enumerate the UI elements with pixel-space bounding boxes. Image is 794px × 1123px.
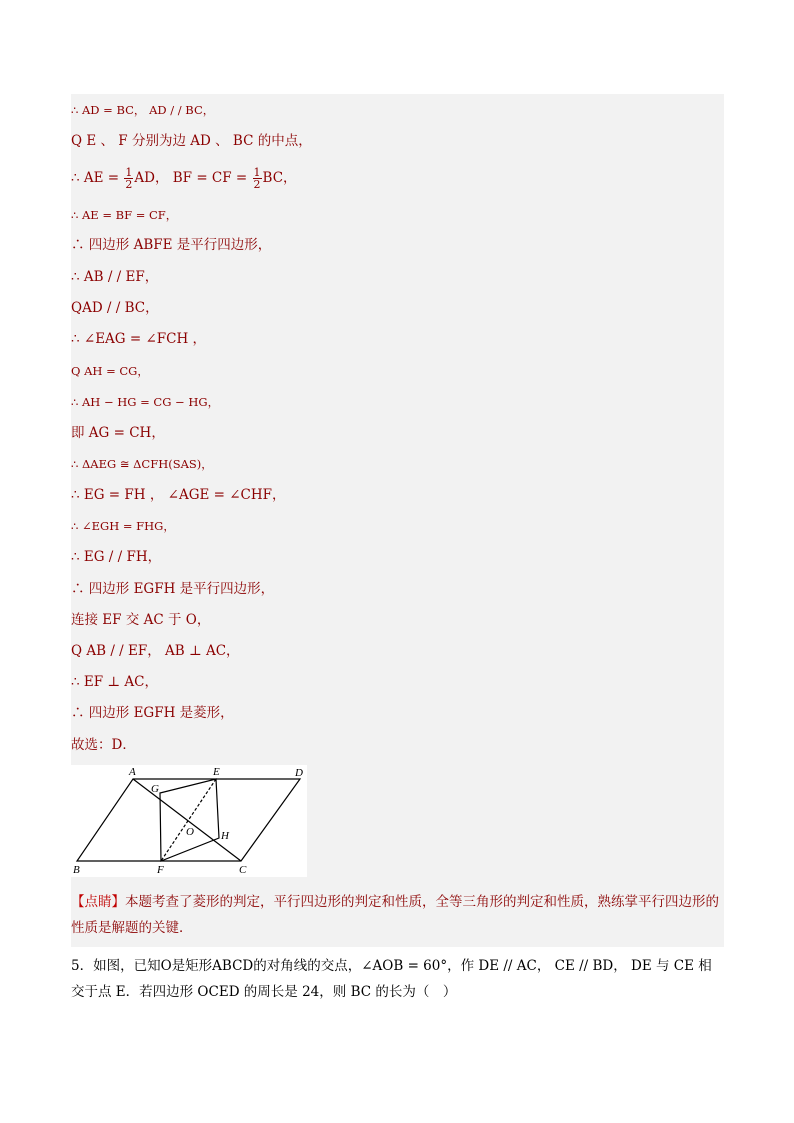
solution-line: ∴ 四边形 EGFH 是菱形， (71, 705, 234, 721)
solution-line: ∴ AD = BC， AD / / BC， (71, 103, 215, 117)
solution-line: ∴ 四边形 EGFH 是平行四边形， (71, 581, 275, 597)
parallelogram-figure (71, 765, 307, 877)
solution-line: ∴ EG = FH ， ∠AGE = ∠CHF， (71, 487, 286, 503)
solution-line: ∴ AH − HG = CG − HG， (71, 395, 220, 409)
label-H: H (221, 830, 229, 842)
note-tag: 【点睛】 (71, 894, 125, 910)
fraction-half: $\frac{1}{2}$ (125, 166, 133, 191)
solution-line-fraction (71, 163, 297, 193)
solution-line: ∴ AE = BF = CF， (71, 208, 178, 222)
solution-text: ∴ AE = (71, 170, 124, 186)
label-B: B (73, 864, 80, 876)
label-O: O (186, 826, 194, 838)
solution-line: 即 AG = CH， (71, 425, 165, 441)
note-text: 本题考查了菱形的判定，平行四边形的判定和性质，全等三角形的判定和性质，熟练掌平行四边形的性质是解题的关键． (71, 894, 719, 936)
solution-line: ∴ EF ⊥ AC， (71, 674, 158, 690)
question-5: 5．如图，已知O是矩形ABCD的对角线的交点，∠AOB = 60°，作 DE // AC， CE // BD， DE 与 CE 相交于点 E．若四边形 OCED 的周长是 24，则 BC 的长为（ ） (71, 958, 712, 1000)
label-D: D (295, 767, 303, 779)
label-A: A (129, 766, 136, 778)
solution-line: ∴ AB / / EF， (71, 269, 159, 285)
fraction-half: $\frac{1}{2}$ (253, 166, 261, 191)
answer-line: 故选：D． (71, 737, 136, 753)
label-G: G (151, 783, 159, 795)
solution-line: Q AH = CG， (71, 364, 149, 378)
solution-line: ∴ ΔAEG ≅ ΔCFH(SAS)， (71, 457, 213, 471)
solution-line: 连接 EF 交 AC 于 O， (71, 612, 211, 628)
label-F: F (157, 864, 164, 876)
solution-line: Q E 、 F 分别为边 AD 、 BC 的中点， (71, 133, 312, 149)
solution-line: QAD / / BC， (71, 300, 159, 316)
solution-line: Q AB / / EF， AB ⊥ AC， (71, 643, 240, 659)
solution-note (71, 889, 721, 941)
solution-line: ∴ ∠EGH = FHG， (71, 519, 175, 533)
solution-line: ∴ 四边形 ABFE 是平行四边形， (71, 237, 272, 253)
solution-line: ∴ EG / / FH， (71, 549, 162, 565)
label-E: E (213, 766, 220, 778)
label-C: C (239, 864, 247, 876)
solution-line: ∴ ∠EAG = ∠FCH ， (71, 331, 207, 347)
solution-text: AD， BF = CF = (134, 170, 252, 186)
solution-text: BC， (262, 170, 297, 186)
